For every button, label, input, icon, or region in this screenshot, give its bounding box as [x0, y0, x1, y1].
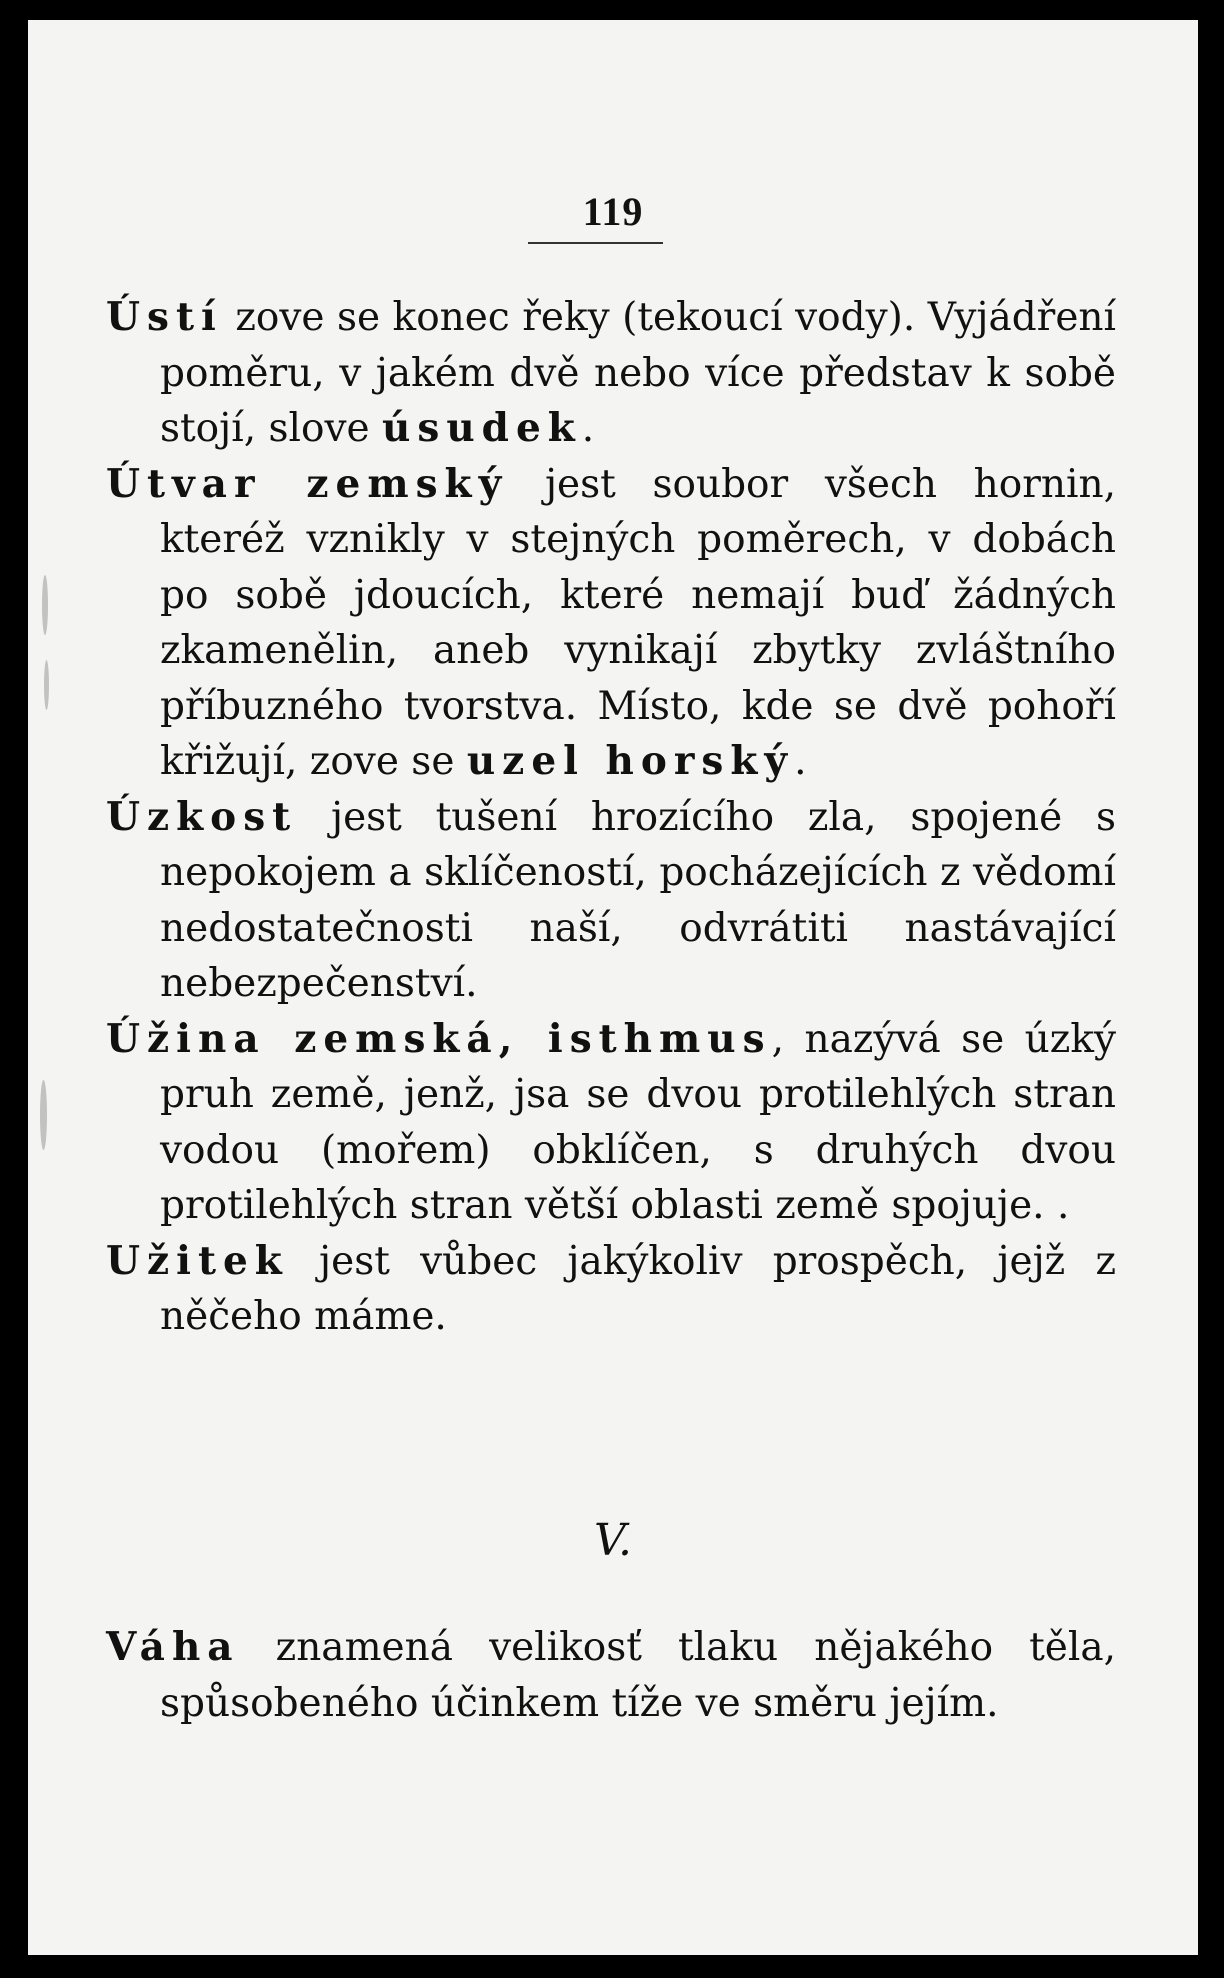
book-page	[28, 20, 1198, 1955]
entry-text: znamená velikosť tlaku nějakého těla, spůsobeného účinkem tíže ve směru jejím.	[160, 1625, 1116, 1726]
section-body-text	[106, 1620, 1116, 1731]
entry-term: Užitek	[106, 1237, 289, 1284]
entry-text: jest soubor všech hornin, kteréž vznikly v stejných poměrech, v dobách po sobě jdoucích, které nemají buď žádných zkamenělin, aneb vynikají zbytky zvláštního příbuzného tvorstva. Místo, kde se dvě pohoří křižují, zove se	[160, 461, 1116, 784]
entry-term: Ústí	[106, 294, 223, 340]
entry-uzkost	[106, 790, 1116, 1012]
entry-usti	[106, 290, 1116, 457]
margin-smudge	[44, 660, 49, 710]
entry-term: Úzkost	[106, 793, 298, 840]
entry-term-secondary: úsudek	[382, 405, 582, 451]
entry-text: zove se konec řeky (tekoucí vody). Vyjádření poměru, v jakém dvě nebo více představ k sobě stojí, slove	[160, 295, 1116, 451]
entry-term-secondary: uzel horský	[466, 738, 795, 784]
entry-term: Úžina zemská, isthmus	[106, 1015, 772, 1062]
body-text	[106, 290, 1116, 1345]
entry-term: Váha	[106, 1624, 240, 1670]
section-heading: V.	[593, 1515, 633, 1566]
entry-utvar-zemsky	[106, 457, 1116, 790]
margin-smudge	[40, 1080, 47, 1150]
entry-uzitek	[106, 1234, 1116, 1345]
entry-text: , nazývá se úzký pruh země, jenž, jsa se dvou protilehlých stran vodou (mořem) obklíčen, s druhých dvou protilehlých stran větší oblasti země spojuje. .	[160, 1016, 1117, 1228]
entry-term: Útvar zemský	[106, 460, 509, 507]
entry-text: jest tušení hrozícího zla, spojené s nepokojem a sklíčeností, pocházejících z vědomí nedostatečnosti naší, odvrátiti nastávající nebezpečenství.	[160, 794, 1116, 1006]
page-number-rule	[528, 242, 663, 244]
entry-tail: .	[794, 739, 807, 784]
entry-tail: .	[581, 406, 595, 451]
page-number: 119	[582, 189, 644, 234]
margin-smudge	[42, 575, 48, 635]
entry-uzina-zemska	[106, 1012, 1116, 1234]
entry-vaha	[106, 1620, 1116, 1731]
entry-text: jest vůbec jakýkoliv prospěch, jejž z něčeho máme.	[160, 1238, 1116, 1339]
